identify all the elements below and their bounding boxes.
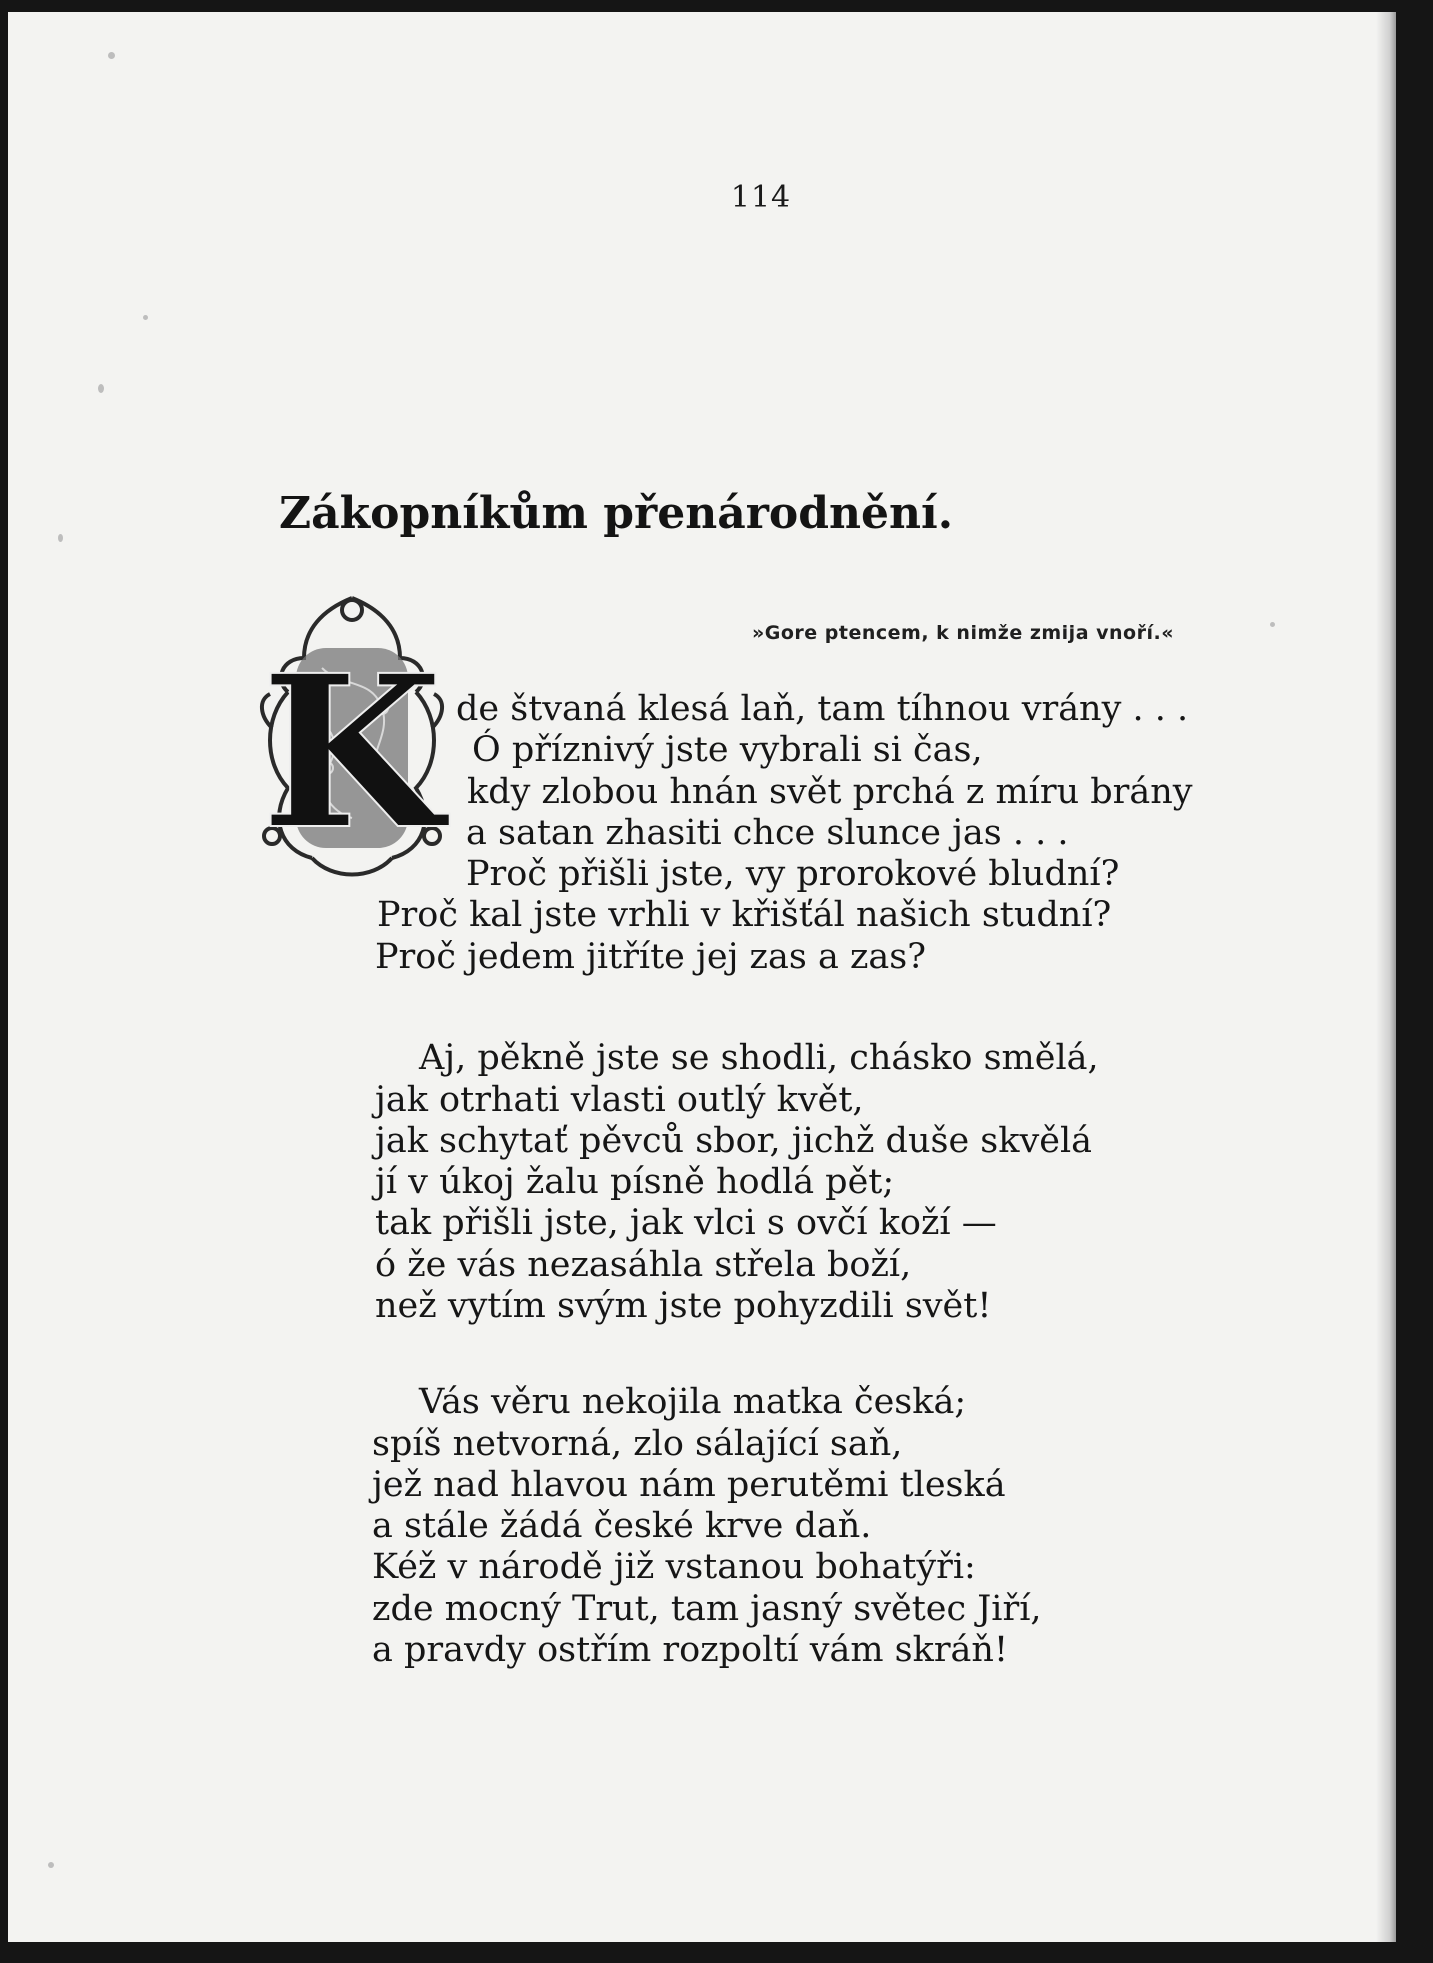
- poem-line: Kéž v národě již vstanou bohatýři:: [372, 1547, 976, 1587]
- poem-line: jež nad hlavou nám perutěmi tleská: [372, 1465, 1006, 1505]
- poem-line: jak otrhati vlasti outlý květ,: [375, 1080, 864, 1120]
- poem-line: Proč jedem jitříte jej zas a zas?: [375, 937, 926, 977]
- paper-speck: [48, 1862, 54, 1868]
- poem-line: a satan zhasiti chce slunce jas . . .: [466, 813, 1069, 853]
- decorative-initial-k: [252, 588, 452, 890]
- poem-line: Ó příznivý jste vybrali si čas,: [472, 730, 983, 770]
- page-spine-shadow: [1376, 12, 1396, 1942]
- poem-line: Vás věru nekojila matka česká;: [419, 1382, 967, 1422]
- poem-line: tak přišli jste, jak vlci s ovčí koží —: [375, 1203, 997, 1243]
- poem-line: ó že vás nezasáhla střela boží,: [375, 1245, 912, 1285]
- poem-line: Proč přišli jste, vy prorokové bludní?: [466, 854, 1120, 894]
- paper-speck: [143, 315, 148, 320]
- poem-line: jak schytať pěvců sbor, jichž duše skvělá: [375, 1121, 1093, 1161]
- poem-line: Proč kal jste vrhli v křišťál našich studní?: [377, 895, 1112, 935]
- poem-line: zde mocný Trut, tam jasný světec Jiří,: [372, 1589, 1042, 1629]
- epigraph: »Gore ptencem, k nimže zmija vnoří.«: [752, 622, 1174, 644]
- poem-line: a stále žádá české krve daň.: [372, 1506, 872, 1546]
- poem-line: kdy zlobou hnán svět prchá z míru brány: [467, 772, 1193, 812]
- initial-letter: K: [260, 629, 444, 876]
- poem-line: a pravdy ostřím rozpoltí vám skráň!: [372, 1630, 1009, 1670]
- poem-line: de štvaná klesá laň, tam tíhnou vrány . . .: [456, 689, 1189, 729]
- page-number: 114: [730, 180, 792, 215]
- poem-line: jí v úkoj žalu písně hodlá pět;: [375, 1162, 895, 1202]
- poem-line: Aj, pěkně jste se shodli, chásko smělá,: [419, 1038, 1099, 1078]
- poem-title: Zákopníkům přenárodnění.: [278, 488, 954, 539]
- poem-line: spíš netvorná, zlo sálající saň,: [372, 1424, 903, 1464]
- paper-speck: [98, 384, 104, 393]
- poem-line: než vytím svým jste pohyzdili svět!: [375, 1286, 992, 1326]
- paper-speck: [108, 52, 115, 59]
- paper-speck: [1270, 622, 1275, 627]
